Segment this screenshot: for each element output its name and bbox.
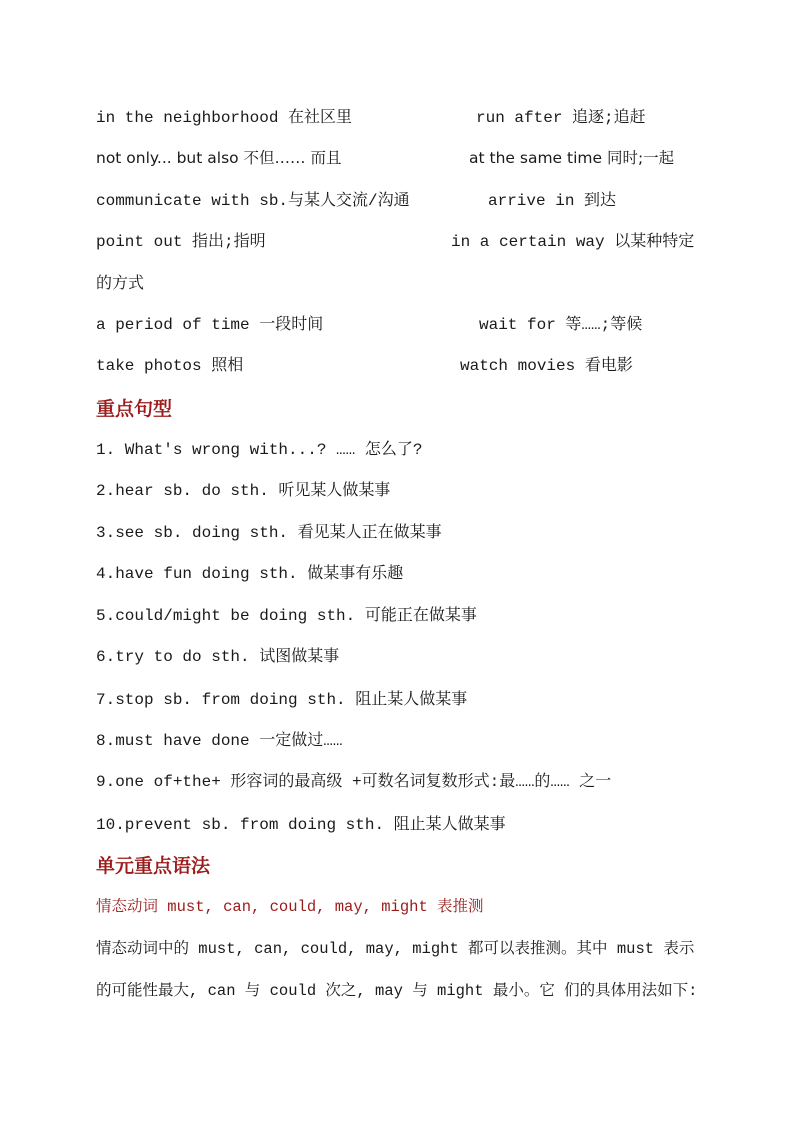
phrase-line [96, 147, 675, 169]
sentence-item: 7.stop sb. from doing sth. 阻止某人做某事 [96, 691, 468, 709]
sentence-item: 1. What's wrong with...? …… 怎么了? [96, 441, 423, 459]
sentence-item: 5.could/might be doing sth. 可能正在做某事 [96, 607, 477, 625]
phrase-right: wait for 等……;等候 [479, 316, 643, 334]
phrase-right: watch movies 看电影 [460, 357, 633, 375]
sentence-item: 4.have fun doing sth. 做某事有乐趣 [96, 565, 404, 583]
grammar-paragraph-line: 的可能性最大, can 与 could 次之, may 与 might 最小。它 们的具体用法如下: [96, 982, 698, 1000]
phrase-left: 的方式 [96, 275, 145, 293]
sentence-item: 10.prevent sb. from doing sth. 阻止某人做某事 [96, 816, 506, 834]
sentence-item: 3.see sb. doing sth. 看见某人正在做某事 [96, 524, 442, 542]
grammar-paragraph-line: 情态动词中的 must, can, could, may, might 都可以表推测。其中 must 表示 [96, 940, 695, 958]
phrase-right: in a certain way 以某种特定 [451, 233, 695, 251]
phrase-right: run after 追逐;追赶 [476, 109, 646, 127]
section-heading-sentences: 重点句型 [96, 398, 173, 420]
sentence-item: 9.one of+the+ 形容词的最高级 +可数名词复数形式:最……的…… 之一 [96, 773, 612, 791]
phrase-line [96, 107, 646, 129]
sentence-item: 2.hear sb. do sth. 听见某人做某事 [96, 482, 391, 500]
sentence-item: 8.must have done 一定做过…… [96, 732, 343, 750]
phrase-left: in the neighborhood 在社区里 [96, 109, 353, 127]
phrase-left: communicate with sb.与某人交流/沟通 [96, 192, 410, 210]
phrase-line [96, 231, 695, 253]
phrase-right: arrive in 到达 [488, 192, 617, 210]
phrase-left: take photos 照相 [96, 357, 244, 375]
phrase-left: point out 指出;指明 [96, 233, 266, 251]
section-heading-grammar: 单元重点语法 [96, 855, 211, 877]
phrase-line [96, 314, 643, 336]
phrase-right: at the same time 同时;一起 [469, 149, 675, 167]
phrase-left: not only... but also 不但…… 而且 [96, 149, 342, 167]
sentence-item: 6.try to do sth. 试图做某事 [96, 648, 340, 666]
phrase-left: a period of time 一段时间 [96, 316, 324, 334]
phrase-line [96, 273, 144, 295]
grammar-subheading: 情态动词 must, can, could, may, might 表推测 [96, 898, 484, 916]
phrase-line [96, 190, 617, 212]
phrase-line [96, 355, 633, 377]
